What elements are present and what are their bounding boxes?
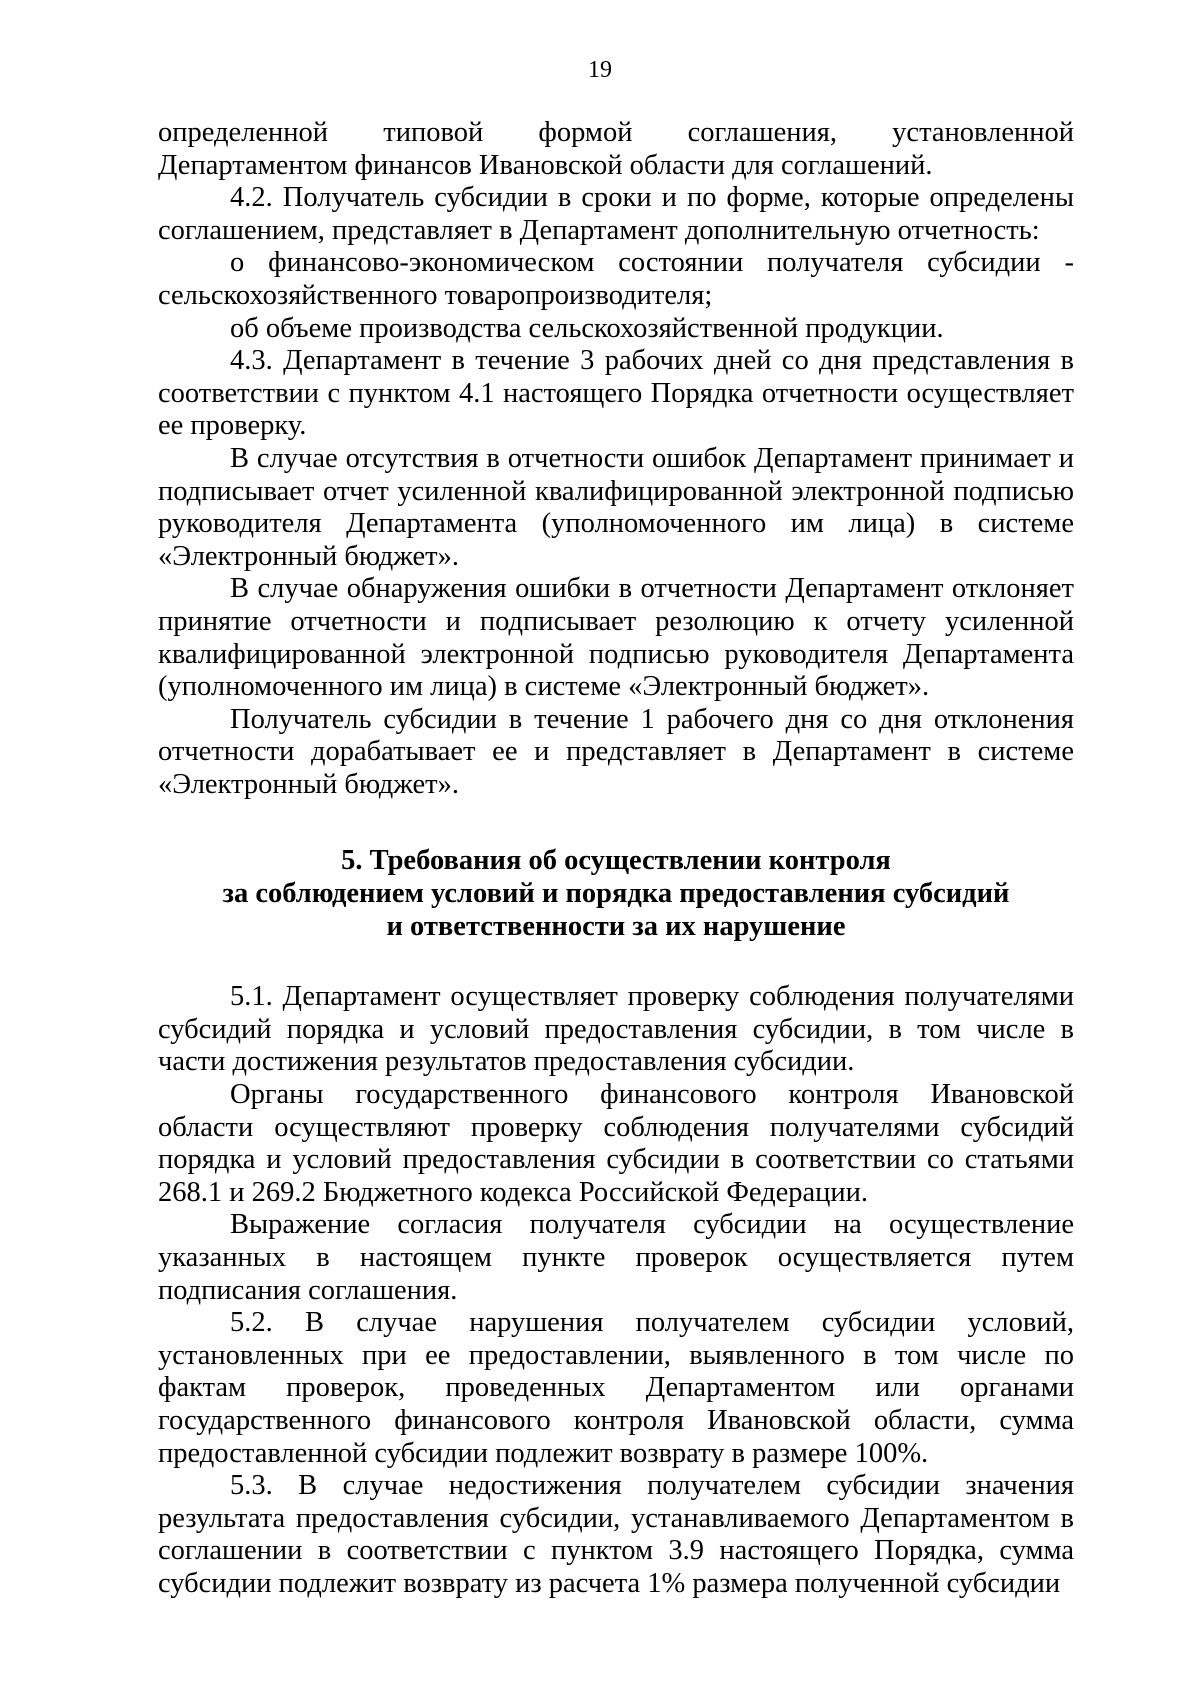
section-5-heading: [158, 845, 1074, 943]
section-5-heading-line: и ответственности за их нарушение: [386, 910, 846, 942]
paragraph-errors-found: В случае обнаружения ошибки в отчетности Департамент отклоняет принятие отчетности и подписывает резолюцию к отчету усиленной квалифицированной электронной подписью руководителя Департамента (уполномоченного им лица) в системе «Электронный бюджет».: [158, 573, 1074, 703]
paragraph-rework: Получатель субсидии в течение 1 рабочего дня со дня отклонения отчетности дорабатывает ее и представляет в Департамент в системе «Электронный бюджет».: [158, 703, 1074, 800]
paragraph-4-3: 4.3. Департамент в течение 3 рабочих дней со дня представления в соответствии с пунктом 4.1 настоящего Порядка отчетности осуществляет ее проверку.: [158, 345, 1074, 442]
section-5-heading-line: за соблюдением условий и порядка предоставления субсидий: [222, 878, 1010, 910]
paragraph-5-2: 5.2. В случае нарушения получателем субсидии условий, установленных при ее предоставлении, выявленного в том числе по фактам проверок, проведенных Департаментом или органами государственного финансового контроля Ивановской области, сумма предоставленной субсидии подлежит возврату в размере 100%.: [158, 1307, 1074, 1469]
section-5-heading-line: 5. Требования об осуществлении контроля: [341, 845, 891, 877]
paragraph-financial-control: Органы государственного финансового контроля Ивановской области осуществляют проверку соблюдения получателями субсидий порядка и условий предоставления субсидии в соответствии со статьями 268.1 и 269.2 Бюджетного кодекса Российской Федерации.: [158, 1079, 1074, 1208]
paragraph-financial-state: о финансово-экономическом состоянии получателя субсидии - сельскохозяйственного товаропроизводителя;: [158, 247, 1074, 311]
paragraph-5-1: 5.1. Департамент осуществляет проверку соблюдения получателями субсидий порядка и условий предоставления субсидии, в том числе в части достижения результатов предоставления субсидии.: [158, 981, 1074, 1078]
paragraph-4-2: 4.2. Получатель субсидии в сроки и по форме, которые определены соглашением, представляет в Департамент дополнительную отчетность:: [158, 182, 1074, 246]
paragraph-production-volume: об объеме производства сельскохозяйственной продукции.: [230, 312, 944, 344]
paragraph-5-3: 5.3. В случае недостижения получателем субсидии значения результата предоставления субсидии, устанавливаемого Департаментом в соглашении в соответствии с пунктом 3.9 настоящего Порядка, сумма субсидии подлежит возврату из расчета 1% размера полученной субсидии: [158, 1470, 1074, 1599]
document-body: [158, 117, 1074, 1601]
page-number: 19: [588, 57, 612, 83]
paragraph-consent: Выражение согласия получателя субсидии на осуществление указанных в настоящем пункте проверок осуществляется путем подписания соглашения.: [158, 1209, 1074, 1306]
paragraph-continuation: определенной типовой формой соглашения, установленной Департаментом финансов Ивановской области для соглашений.: [158, 117, 1074, 181]
paragraph-no-errors: В случае отсутствия в отчетности ошибок Департамент принимает и подписывает отчет усиленной квалифицированной электронной подписью руководителя Департамента (уполномоченного им лица) в системе «Электронный бюджет».: [158, 442, 1074, 572]
